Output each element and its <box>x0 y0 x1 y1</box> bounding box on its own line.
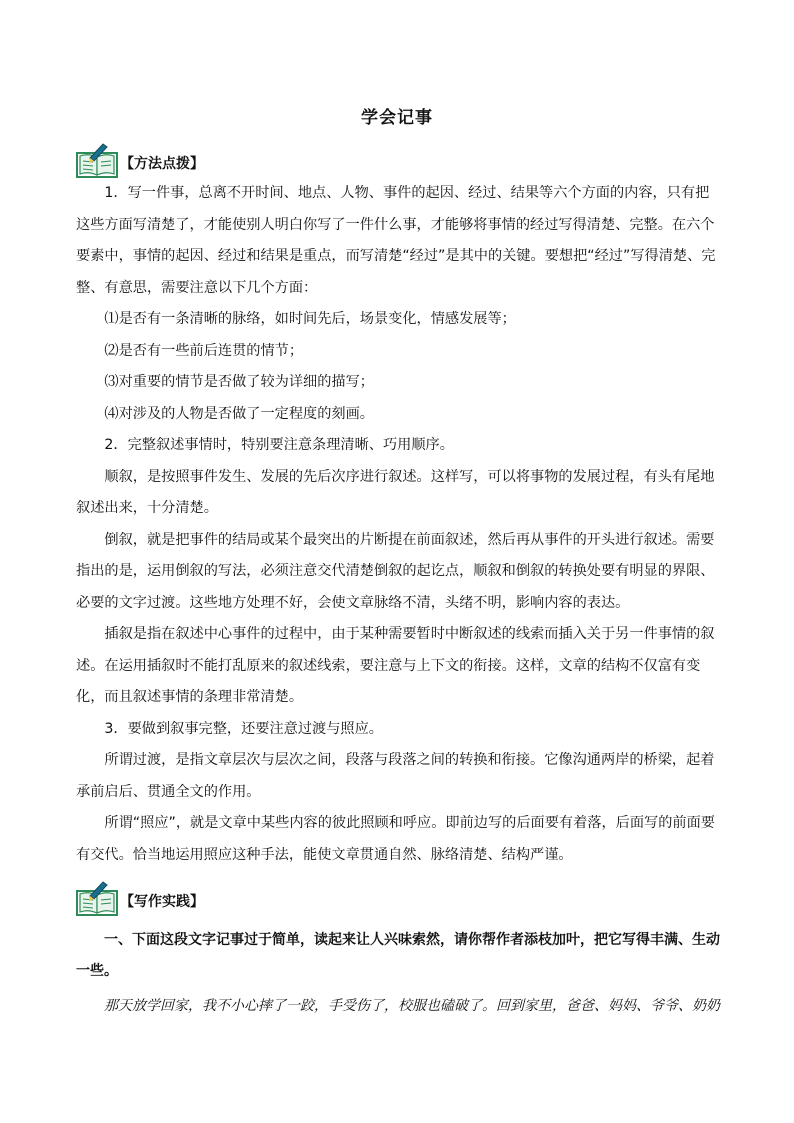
method-list-item: ⑶对重要的情节是否做了较为详细的描写； <box>104 374 374 390</box>
method-list-item: ⑵是否有一些前后连贯的情节； <box>104 342 304 359</box>
method-paragraph: 倒叙，就是把事件的结局或某个最突出的片断提在前面叙述，然后再从事件的开头进行叙述。需要指出的是，运用倒叙的写法，必须注意交代清楚倒叙的起讫点，顺叙和倒叙的转换处要有明显的界限、必要的文字过渡。这些地方处理不好，会使文章脉络不清，头绪不明，影响内容的表达。 <box>76 531 715 611</box>
section-label-method: 【方法点拨】 <box>120 156 204 172</box>
method-paragraph: 插叙是指在叙述中心事件的过程中，由于某种需要暂时中断叙述的线索而插入关于另一件事情的叙述。在运用插叙时不能打乱原来的叙述线索，要注意与上下文的衔接。这样，文章的结构不仅富有变化，而且叙述事情的条理非常清楚。 <box>76 626 715 705</box>
method-paragraph: 顺叙，是按照事件发生、发展的先后次序进行叙述。这样写，可以将事物的发展过程，有头有尾地叙述出来，十分清楚。 <box>76 468 715 516</box>
practice-content <box>76 925 721 1022</box>
book-pen-icon <box>76 142 120 178</box>
method-paragraph: 1．写一件事，总离不开时间、地点、人物、事件的起因、经过、结果等六个方面的内容，只有把这些方面写清楚了，才能使别人明白你写了一件什么事，才能够将事情的经过写得清楚、完整。在六个要素中，事情的起因、经过和结果是重点，而写清楚“经过”是其中的关键。要想把“经过”写得清楚、完整、有意思，需要注意以下几个方面： <box>76 185 716 296</box>
method-paragraph: 2．完整叙述事情时，特别要注意条理清晰、巧用顺序。 <box>104 437 454 453</box>
method-paragraph: 所谓过渡，是指文章层次与层次之间，段落与段落之间的转换和衔接。它像沟通两岸的桥梁，起着承前启后、贯通全文的作用。 <box>76 752 715 800</box>
page-title: 学会记事 <box>361 108 433 128</box>
section-header-practice <box>76 880 716 916</box>
method-list-item: ⑴是否有一条清晰的脉络，如时间先后，场景变化，情感发展等； <box>104 311 516 327</box>
method-paragraph: 3．要做到叙事完整，还要注意过渡与照应。 <box>104 720 383 737</box>
method-content <box>76 178 721 871</box>
method-paragraph: 所谓“照应”，就是文章中某些内容的彼此照顾和呼应。即前边写的后面要有着落，后面写的前面要有交代。恰当地运用照应这种手法，能使文章贯通自然、脉络清楚、结构严谨。 <box>76 815 715 863</box>
practice-sample-text: 那天放学回家，我不小心摔了一跤，手受伤了，校服也磕破了。回到家里，爸爸、妈妈、爷爷、奶奶 <box>104 998 720 1014</box>
practice-question: 一、下面这段文字记事过于简单，读起来让人兴味索然，请你帮作者添枝加叶，把它写得丰满、生动一些。 <box>76 932 720 979</box>
book-pen-icon <box>76 880 120 916</box>
section-header-method <box>76 142 716 178</box>
section-label-practice: 【写作实践】 <box>120 894 204 910</box>
method-list-item: ⑷对涉及的人物是否做了一定程度的刻画。 <box>104 405 374 422</box>
